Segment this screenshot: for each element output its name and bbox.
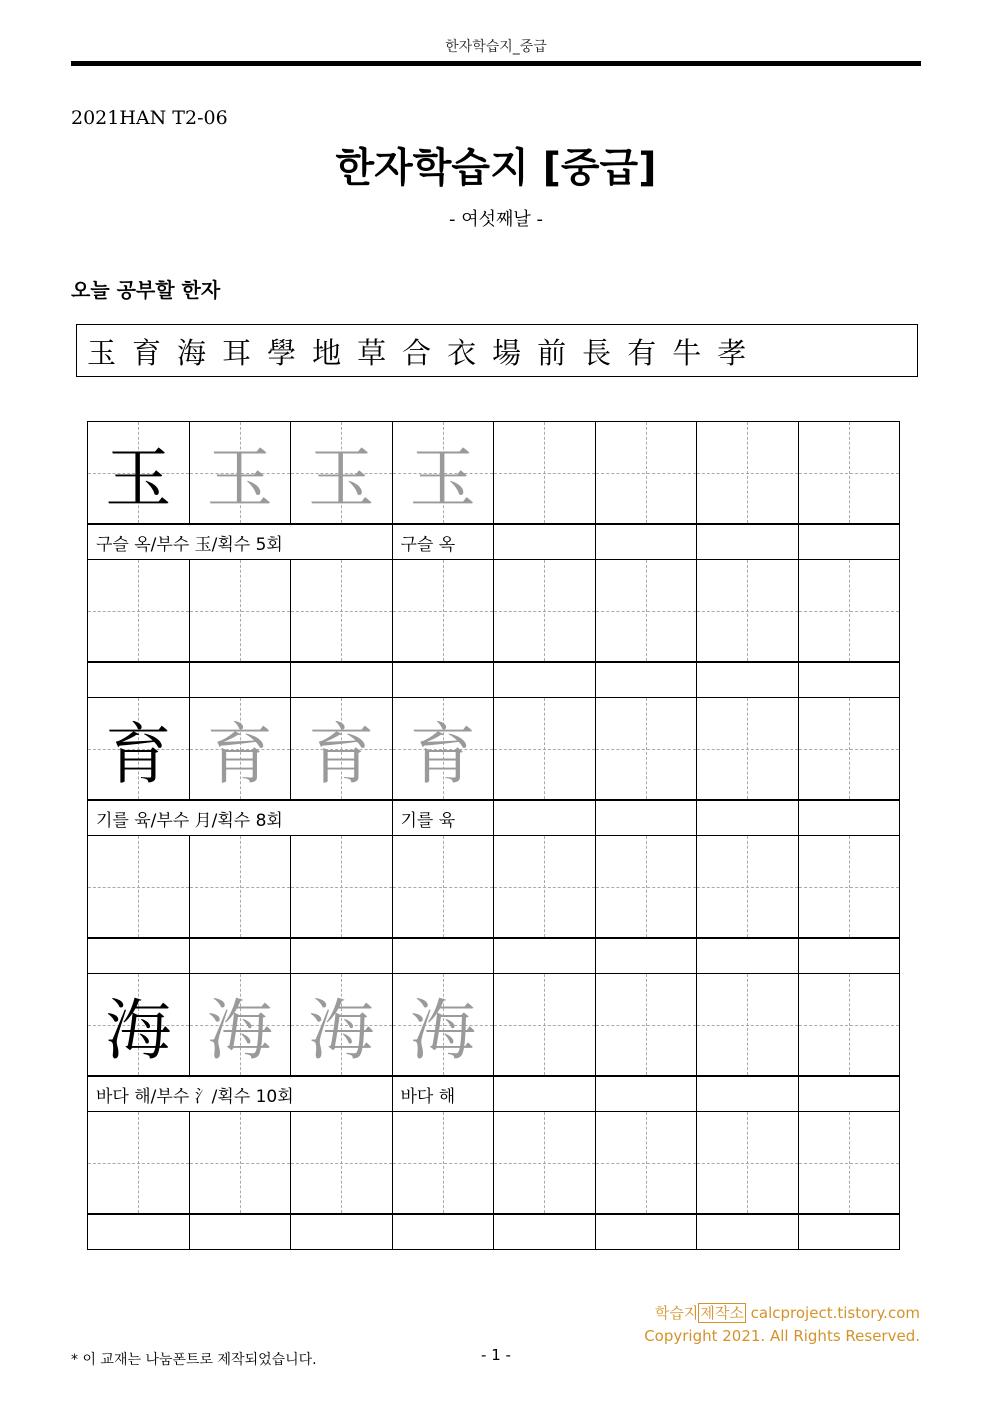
trace-char-cell xyxy=(392,421,495,524)
trace-char: 育 xyxy=(206,716,273,793)
trace-char: 育 xyxy=(308,716,375,793)
blank-label-cell xyxy=(290,938,393,974)
header-rule xyxy=(71,61,921,66)
trace-char: 玉 xyxy=(206,440,273,517)
trace-char: 玉 xyxy=(409,440,476,517)
writing-cell xyxy=(392,1111,495,1214)
writing-cell xyxy=(493,835,596,938)
label-row xyxy=(87,1076,907,1111)
blank-label-cell xyxy=(595,1076,698,1112)
writing-cell xyxy=(696,835,799,938)
blank-label-cell xyxy=(696,524,799,560)
today-hanja: 耳 xyxy=(222,336,252,370)
blank-label-cell xyxy=(696,662,799,698)
writing-cell xyxy=(392,559,495,662)
today-hanja: 長 xyxy=(582,336,612,370)
font-note: * 이 교재는 나눔폰트로 제작되었습니다. xyxy=(71,1352,317,1368)
char-row xyxy=(87,421,907,524)
blank-label-cell xyxy=(595,662,698,698)
blank-label-cell xyxy=(595,800,698,836)
blank-label-cell xyxy=(392,1214,495,1250)
trace-char-cell xyxy=(392,973,495,1076)
page-title: 한자학습지 [중급] xyxy=(335,145,657,191)
blank-label-row xyxy=(87,662,907,697)
blank-label-cell xyxy=(189,938,292,974)
trace-char-cell xyxy=(290,697,393,800)
page-number: - 1 - xyxy=(481,1346,511,1364)
trace-char: 海 xyxy=(308,992,375,1069)
char-row xyxy=(87,697,907,800)
writing-cell xyxy=(595,697,698,800)
writing-cell xyxy=(493,559,596,662)
today-hanja: 衣 xyxy=(447,336,477,370)
blank-label-cell xyxy=(189,1214,292,1250)
trace-char-cell xyxy=(290,421,393,524)
blank-label-row xyxy=(87,1214,907,1249)
model-char-cell xyxy=(87,973,190,1076)
practice-grid xyxy=(87,421,907,1249)
model-char: 玉 xyxy=(105,440,172,517)
worksheet-code: 2021HAN T2-06 xyxy=(71,107,228,129)
writing-cell xyxy=(493,697,596,800)
brand-site[interactable]: calcproject.tistory.com xyxy=(750,1304,920,1322)
blank-label-cell xyxy=(189,662,292,698)
writing-cell xyxy=(595,421,698,524)
blank-label-cell xyxy=(87,938,190,974)
blank-label-cell xyxy=(493,800,596,836)
writing-cell xyxy=(87,835,190,938)
writing-cell xyxy=(290,559,393,662)
writing-cell xyxy=(290,1111,393,1214)
blank-char-row xyxy=(87,559,907,662)
blank-label-cell xyxy=(595,938,698,974)
writing-cell xyxy=(290,835,393,938)
today-hanja: 合 xyxy=(402,336,432,370)
today-hanja: 孝 xyxy=(717,336,747,370)
writing-cell xyxy=(798,1111,901,1214)
char-meaning: 구슬 옥 xyxy=(392,524,495,560)
today-hanja-box xyxy=(76,324,918,377)
today-hanja-list xyxy=(87,331,762,372)
today-hanja: 海 xyxy=(177,336,207,370)
blank-label-cell xyxy=(798,524,901,560)
char-row xyxy=(87,973,907,1076)
blank-label-cell xyxy=(290,1214,393,1250)
today-hanja: 牛 xyxy=(672,336,702,370)
writing-cell xyxy=(189,835,292,938)
writing-cell xyxy=(493,1111,596,1214)
blank-label-cell xyxy=(392,938,495,974)
running-header: 한자학습지_중급 xyxy=(445,39,547,55)
writing-cell xyxy=(493,973,596,1076)
today-hanja: 學 xyxy=(267,336,297,370)
model-char-cell xyxy=(87,421,190,524)
today-hanja: 地 xyxy=(312,336,342,370)
char-meaning: 기를 육 xyxy=(392,800,495,836)
today-hanja: 草 xyxy=(357,336,387,370)
writing-cell xyxy=(392,835,495,938)
trace-char-cell xyxy=(392,697,495,800)
blank-char-row xyxy=(87,1111,907,1214)
blank-label-cell xyxy=(696,1076,799,1112)
trace-char-cell xyxy=(189,973,292,1076)
blank-label-cell xyxy=(798,938,901,974)
trace-char-cell xyxy=(189,421,292,524)
char-meaning: 바다 해 xyxy=(392,1076,495,1112)
blank-label-cell xyxy=(696,938,799,974)
writing-cell xyxy=(798,559,901,662)
label-row xyxy=(87,800,907,835)
model-char: 海 xyxy=(105,992,172,1069)
writing-cell xyxy=(798,697,901,800)
trace-char: 玉 xyxy=(308,440,375,517)
blank-label-cell xyxy=(798,662,901,698)
writing-cell xyxy=(595,835,698,938)
trace-char-cell xyxy=(189,697,292,800)
blank-label-cell xyxy=(798,1214,901,1250)
label-row xyxy=(87,524,907,559)
blank-label-cell xyxy=(696,1214,799,1250)
blank-char-row xyxy=(87,835,907,938)
writing-cell xyxy=(798,835,901,938)
today-hanja: 育 xyxy=(132,336,162,370)
trace-char: 育 xyxy=(409,716,476,793)
writing-cell xyxy=(798,421,901,524)
copyright: Copyright 2021. All Rights Reserved. xyxy=(644,1327,920,1345)
brand xyxy=(655,1302,920,1323)
char-info: 기를 육/부수 月/획수 8회 xyxy=(87,800,393,836)
writing-cell xyxy=(87,1111,190,1214)
blank-label-cell xyxy=(87,662,190,698)
writing-cell xyxy=(87,559,190,662)
section-heading: 오늘 공부할 한자 xyxy=(71,278,221,302)
today-hanja: 前 xyxy=(537,336,567,370)
writing-cell xyxy=(696,973,799,1076)
blank-label-cell xyxy=(493,662,596,698)
writing-cell xyxy=(189,559,292,662)
writing-cell xyxy=(696,697,799,800)
blank-label-cell xyxy=(493,524,596,560)
writing-cell xyxy=(595,973,698,1076)
blank-label-cell xyxy=(595,1214,698,1250)
writing-cell xyxy=(189,1111,292,1214)
brand-prefix: 학습지 xyxy=(654,1304,699,1322)
char-info: 바다 해/부수 氵/획수 10회 xyxy=(87,1076,393,1112)
writing-cell xyxy=(595,1111,698,1214)
model-char-cell xyxy=(87,697,190,800)
writing-cell xyxy=(493,421,596,524)
trace-char-cell xyxy=(290,973,393,1076)
blank-label-cell xyxy=(493,938,596,974)
model-char: 育 xyxy=(105,716,172,793)
blank-label-row xyxy=(87,938,907,973)
today-hanja: 有 xyxy=(627,336,657,370)
writing-cell xyxy=(798,973,901,1076)
today-hanja: 玉 xyxy=(87,336,117,370)
blank-label-cell xyxy=(290,662,393,698)
blank-label-cell xyxy=(87,1214,190,1250)
blank-label-cell xyxy=(696,800,799,836)
writing-cell xyxy=(595,559,698,662)
day-subtitle: - 여섯째날 - xyxy=(449,209,543,230)
blank-label-cell xyxy=(798,1076,901,1112)
char-info: 구슬 옥/부수 玉/획수 5회 xyxy=(87,524,393,560)
blank-label-cell xyxy=(595,524,698,560)
trace-char: 海 xyxy=(206,992,273,1069)
brand-boxed: 제작소 xyxy=(700,1304,744,1322)
trace-char: 海 xyxy=(409,992,476,1069)
writing-cell xyxy=(696,421,799,524)
blank-label-cell xyxy=(493,1214,596,1250)
writing-cell xyxy=(696,1111,799,1214)
blank-label-cell xyxy=(493,1076,596,1112)
today-hanja: 場 xyxy=(492,336,522,370)
writing-cell xyxy=(696,559,799,662)
blank-label-cell xyxy=(798,800,901,836)
blank-label-cell xyxy=(392,662,495,698)
